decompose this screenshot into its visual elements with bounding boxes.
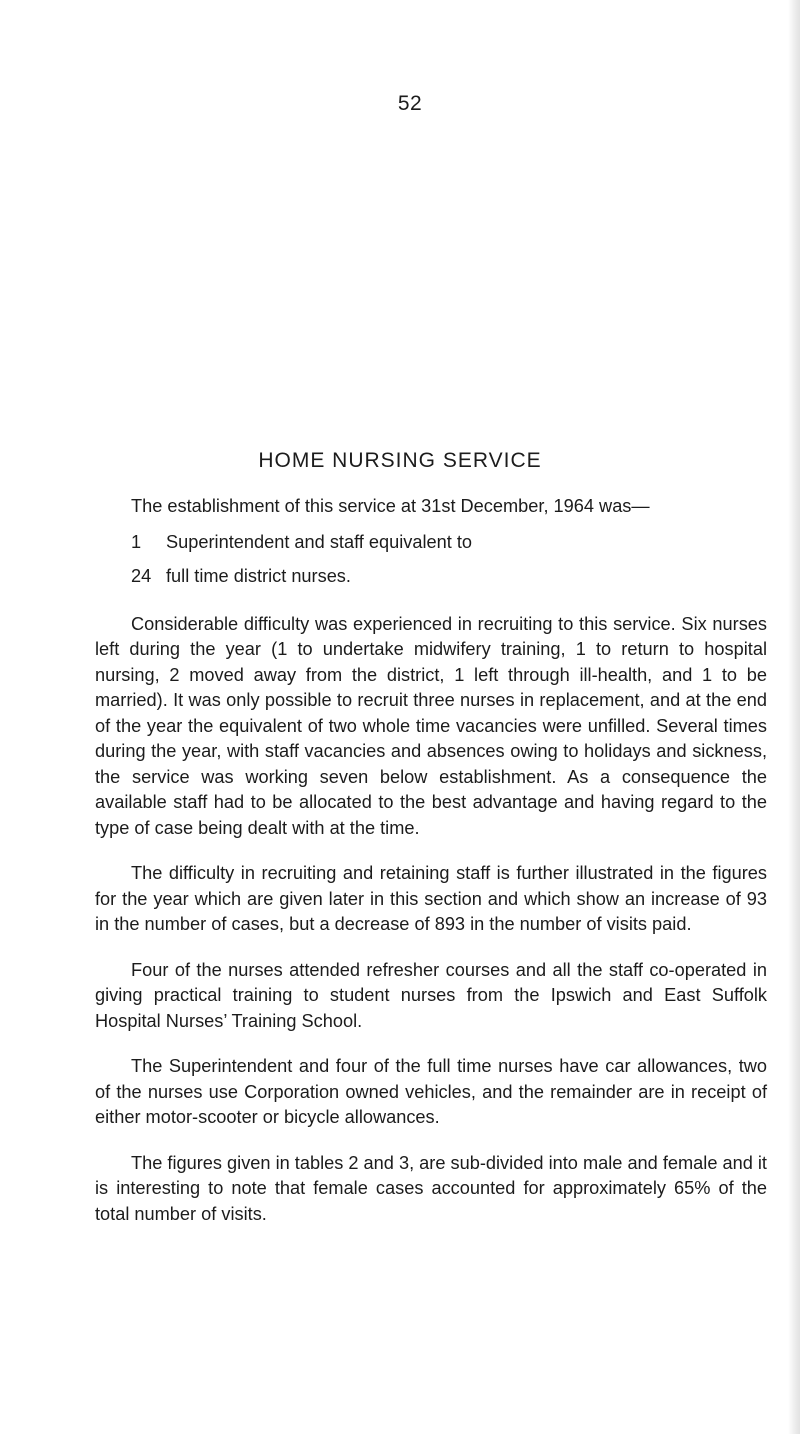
paragraph-figures: The difficulty in recruiting and retaining staff is further illustrated in the figures for the year which are given later in this section and which show an increase of 93 in the number of cases, but a decrease of 893 in the number of visits paid. [95,863,767,934]
paragraph-tables: The figures given in tables 2 and 3, are sub-divided into male and female and it is interesting to note that female cases accounted for approximately 65% of the total number of visits. [95,1152,767,1224]
paragraph-allowances: The Superintendent and four of the full time nurses have car allowances, two of the nurses use Corporation owned vehicles, and the remainder are in receipt of either motor-scooter or bicycle allowances. [95,1056,767,1127]
establishment-item [131,564,767,590]
establishment-count: 24 [131,566,152,586]
paragraph-training: Four of the nurses attended refresher courses and all the staff co-operated in giving practical training to student nurses from the Ipswich and East Suffolk Hospital Nurses’ Training School. [95,959,767,1031]
establishment-list [95,530,767,590]
section-title: HOME NURSING SERVICE [258,449,542,472]
establishment-text: full time district nurses. [166,566,351,586]
page-number: 52 [397,92,423,115]
page-edge-shadow [788,0,800,1434]
intro-paragraph: The establishment of this service at 31st December, 1964 was— [131,496,650,516]
paragraph-recruitment: Considerable difficulty was experienced in recruiting to this service. Six nurses left during the year (1 to undertake midwifery training, 1 to return to hospital nursing, 2 moved away from the district, 1 left through ill-health, and 1 to be married). It was only possible to recruit three nurses in replacement, and at the end of the year the equivalent of two whole time vacancies were unfilled. Several times during the year, with staff vacancies and absences owing to holidays and sickness, the service was working seven below establishment. As a consequence the available staff had to be allocated to the best advantage and having regard to the type of case being dealt with at the time. [95,613,767,838]
establishment-count: 1 [131,531,142,552]
body-text [95,494,767,1247]
establishment-text: Superintendent and staff equivalent to [166,531,473,552]
establishment-item [131,530,767,556]
